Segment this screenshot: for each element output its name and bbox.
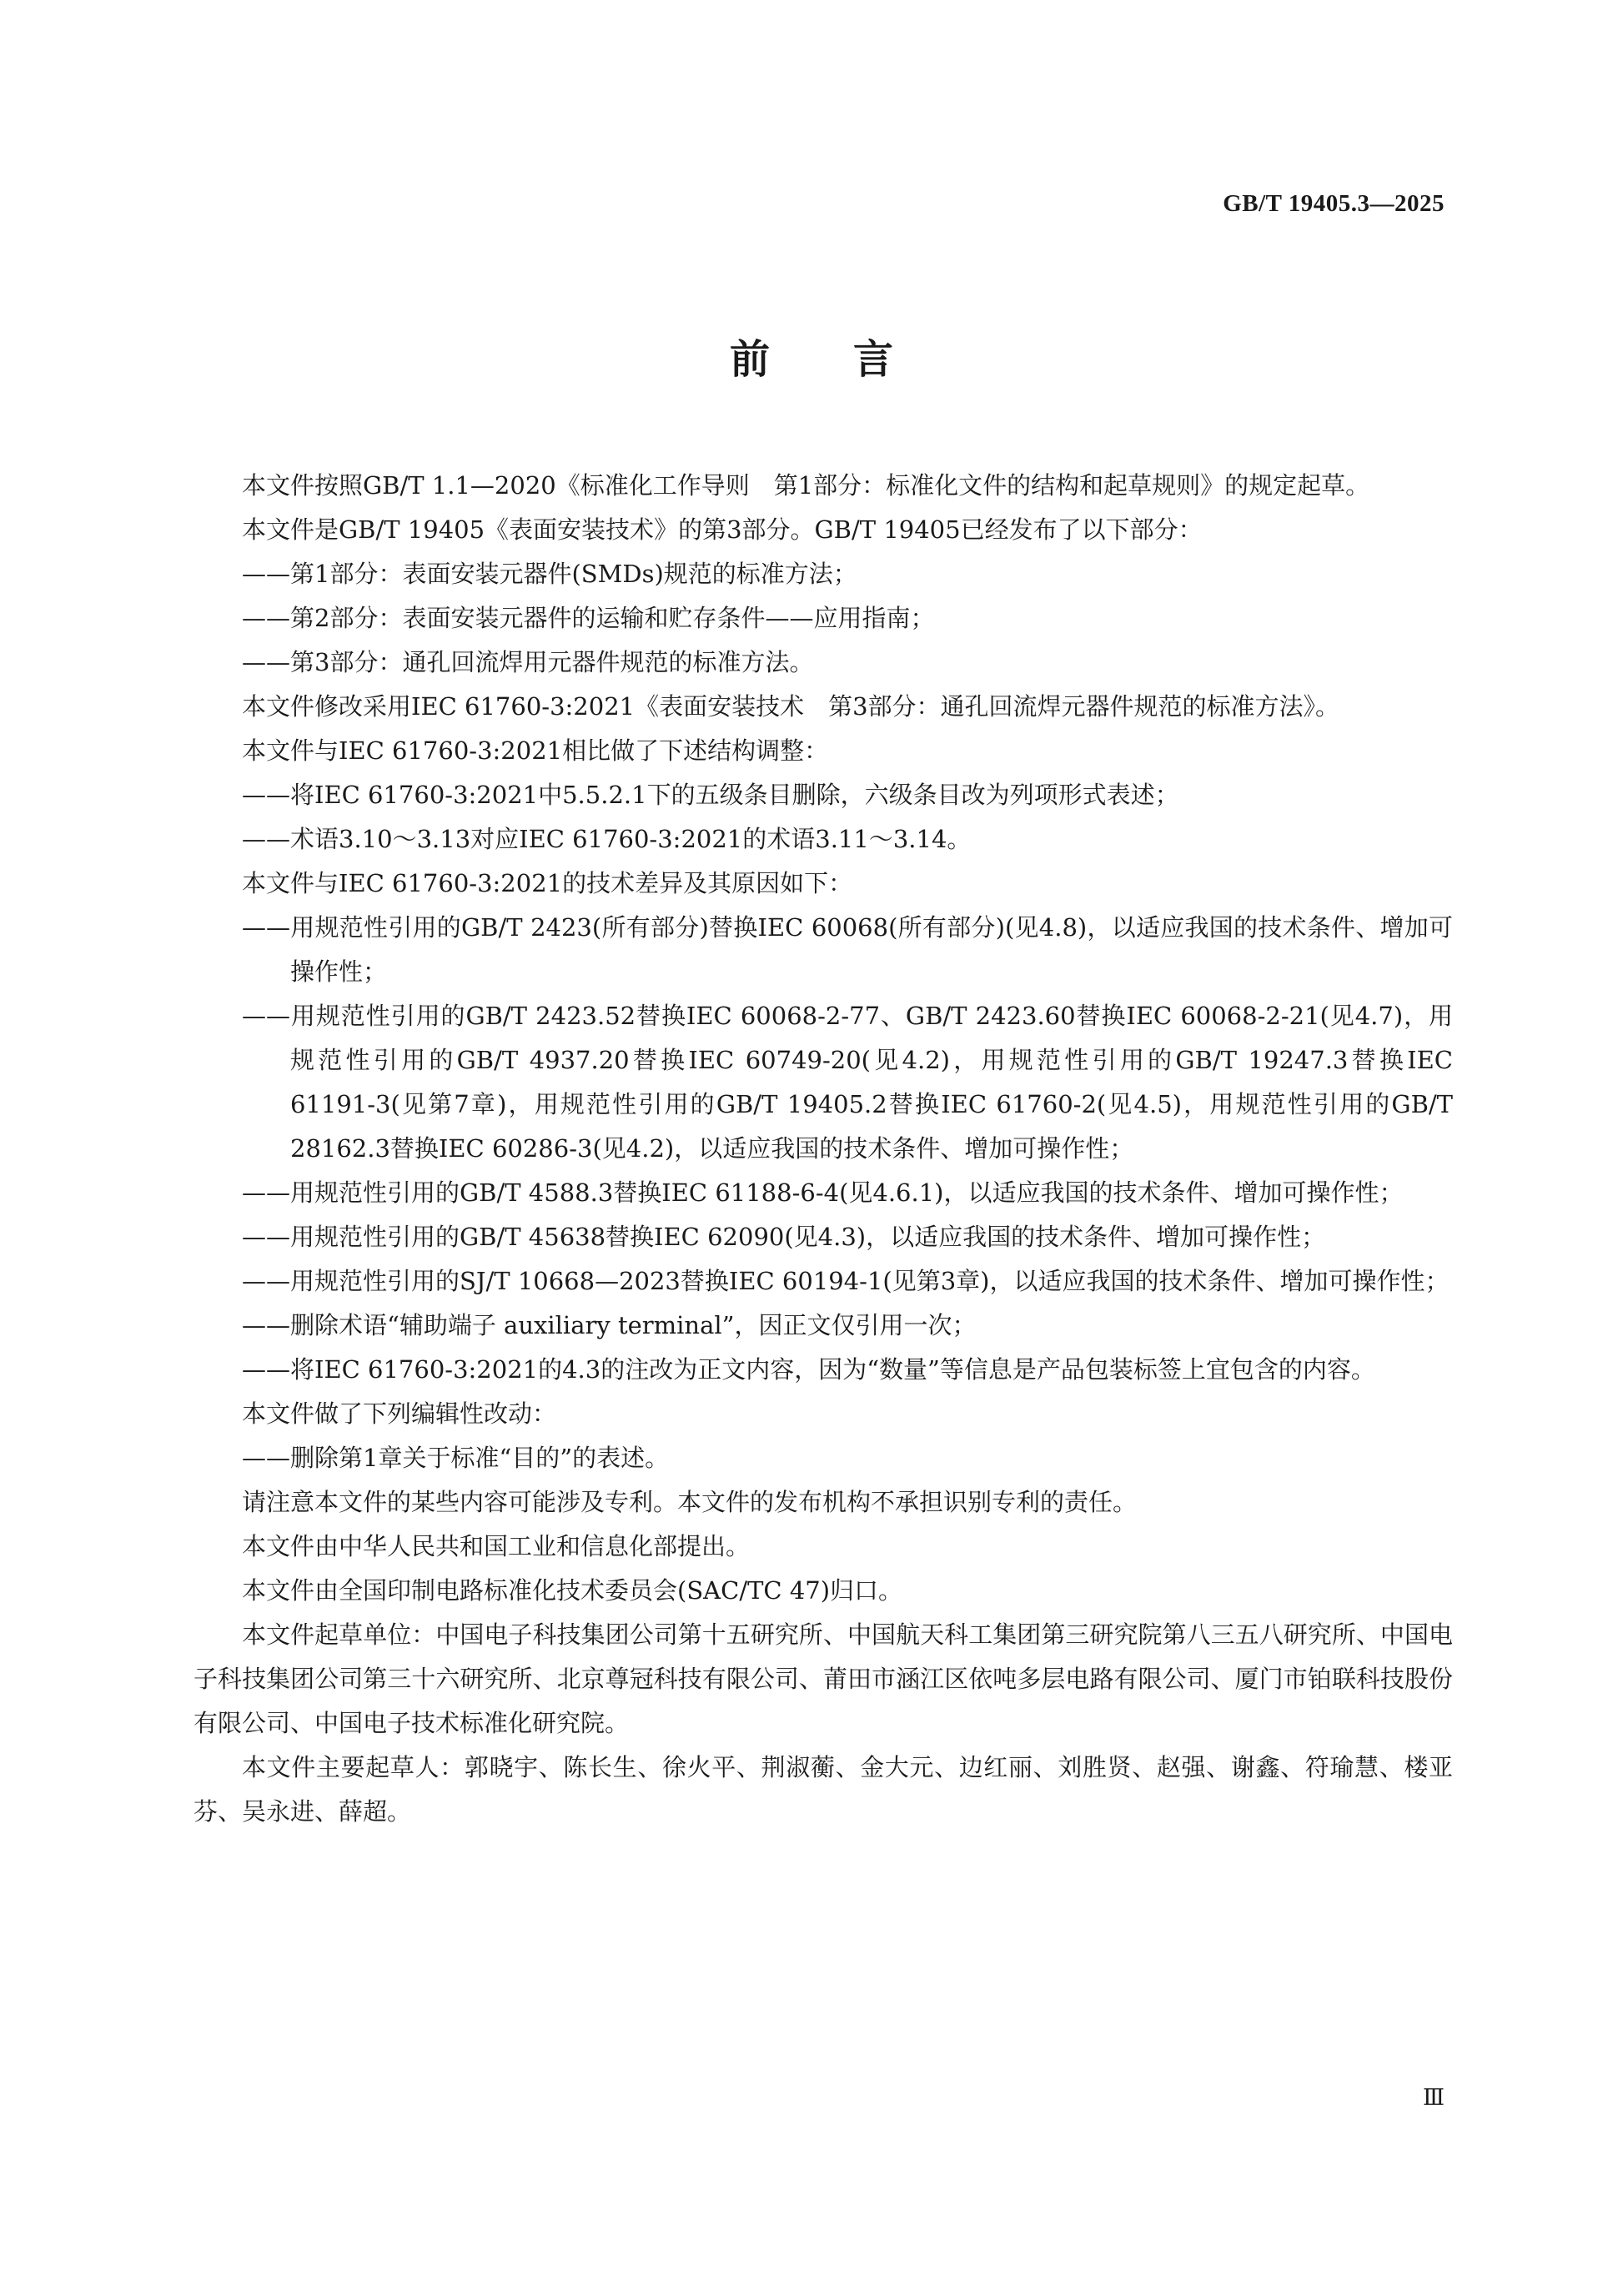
paragraph: 本文件主要起草人：郭晓宇、陈长生、徐火平、荆淑蘅、金大元、边红丽、刘胜贤、赵强、谢鑫、符瑜慧、楼亚芬、吴永进、薛超。 (193, 1753, 1453, 1826)
paragraph: 本文件与IEC 61760-3:2021相比做了下述结构调整： (242, 736, 829, 765)
page-title: 前言 (729, 336, 977, 383)
paragraph: 本文件修改采用IEC 61760-3:2021《表面安装技术 第3部分：通孔回流焊元器件规范的标准方法》。 (242, 692, 1340, 721)
paragraph: 本文件与IEC 61760-3:2021的技术差异及其原因如下： (242, 869, 853, 897)
paragraph: 本文件由全国印制电路标准化技术委员会(SAC/TC 47)归口。 (242, 1576, 903, 1605)
standard-number: GB/T 19405.3—2025 (1223, 190, 1445, 217)
paragraph: 本文件做了下列编辑性改动： (242, 1399, 557, 1428)
list-item: ——用规范性引用的GB/T 2423.52替换IEC 60068-2-77、GB/T 2423.60替换IEC 60068-2-21(见4.7)，用规范性引用的GB/T 4937.20替换IEC 60749-20(见4.2)，用规范性引用的GB/T 19247.3替换IEC 61191-3(见第7章)，用规范性引用的GB/T 19405.2替换IEC 61760-2(见4.5)，用规范性引用的GB/T 28162.3替换IEC 60286-3(见4.2)，以适应我国的技术条件、增加可操作性； (242, 1002, 1453, 1163)
list-item: ——将IEC 61760-3:2021的4.3的注改为正文内容，因为“数量”等信息是产品包装标签上宜包含的内容。 (242, 1355, 1375, 1384)
foreword-body (193, 464, 1453, 1834)
list-item: ——用规范性引用的GB/T 2423(所有部分)替换IEC 60068(所有部分)(见4.8)，以适应我国的技术条件、增加可操作性； (242, 913, 1453, 986)
list-item: ——第1部分：表面安装元器件(SMDs)规范的标准方法； (242, 560, 857, 588)
list-item: ——用规范性引用的SJ/T 10668—2023替换IEC 60194-1(见第3章)，以适应我国的技术条件、增加可操作性； (242, 1267, 1450, 1295)
paragraph: 本文件由中华人民共和国工业和信息化部提出。 (242, 1532, 751, 1560)
list-item: ——第2部分：表面安装元器件的运输和贮存条件——应用指南； (242, 604, 935, 632)
paragraph: 请注意本文件的某些内容可能涉及专利。本文件的发布机构不承担识别专利的责任。 (242, 1488, 1138, 1516)
list-item: ——将IEC 61760-3:2021中5.5.2.1下的五级条目删除，六级条目改为列项形式表述； (242, 781, 1179, 809)
page-number: Ⅲ (1422, 2085, 1445, 2110)
paragraph: 本文件起草单位：中国电子科技集团公司第十五研究所、中国航天科工集团第三研究院第八三五八研究所、中国电子科技集团公司第三十六研究所、北京尊冠科技有限公司、莆田市涵江区依吨多层电路有限公司、厦门市铂联科技股份有限公司、中国电子技术标准化研究院。 (193, 1620, 1453, 1737)
list-item: ——第3部分：通孔回流焊用元器件规范的标准方法。 (242, 648, 814, 676)
list-item: ——术语3.10～3.13对应IEC 61760-3:2021的术语3.11～3.14。 (242, 825, 972, 853)
list-item: ——用规范性引用的GB/T 45638替换IEC 62090(见4.3)，以适应我国的技术条件、增加可操作性； (242, 1223, 1326, 1251)
paragraph: 本文件是GB/T 19405《表面安装技术》的第3部分。GB/T 19405已经发布了以下部分： (242, 515, 1203, 544)
list-item: ——用规范性引用的GB/T 4588.3替换IEC 61188-6-4(见4.6.1)，以适应我国的技术条件、增加可操作性； (242, 1178, 1404, 1207)
paragraph: 本文件按照GB/T 1.1—2020《标准化工作导则 第1部分：标准化文件的结构和起草规则》的规定起草。 (242, 471, 1370, 500)
list-item: ——删除术语“辅助端子 auxiliary terminal”，因正文仅引用一次； (242, 1311, 977, 1339)
list-item: ——删除第1章关于标准“目的”的表述。 (242, 1444, 670, 1472)
